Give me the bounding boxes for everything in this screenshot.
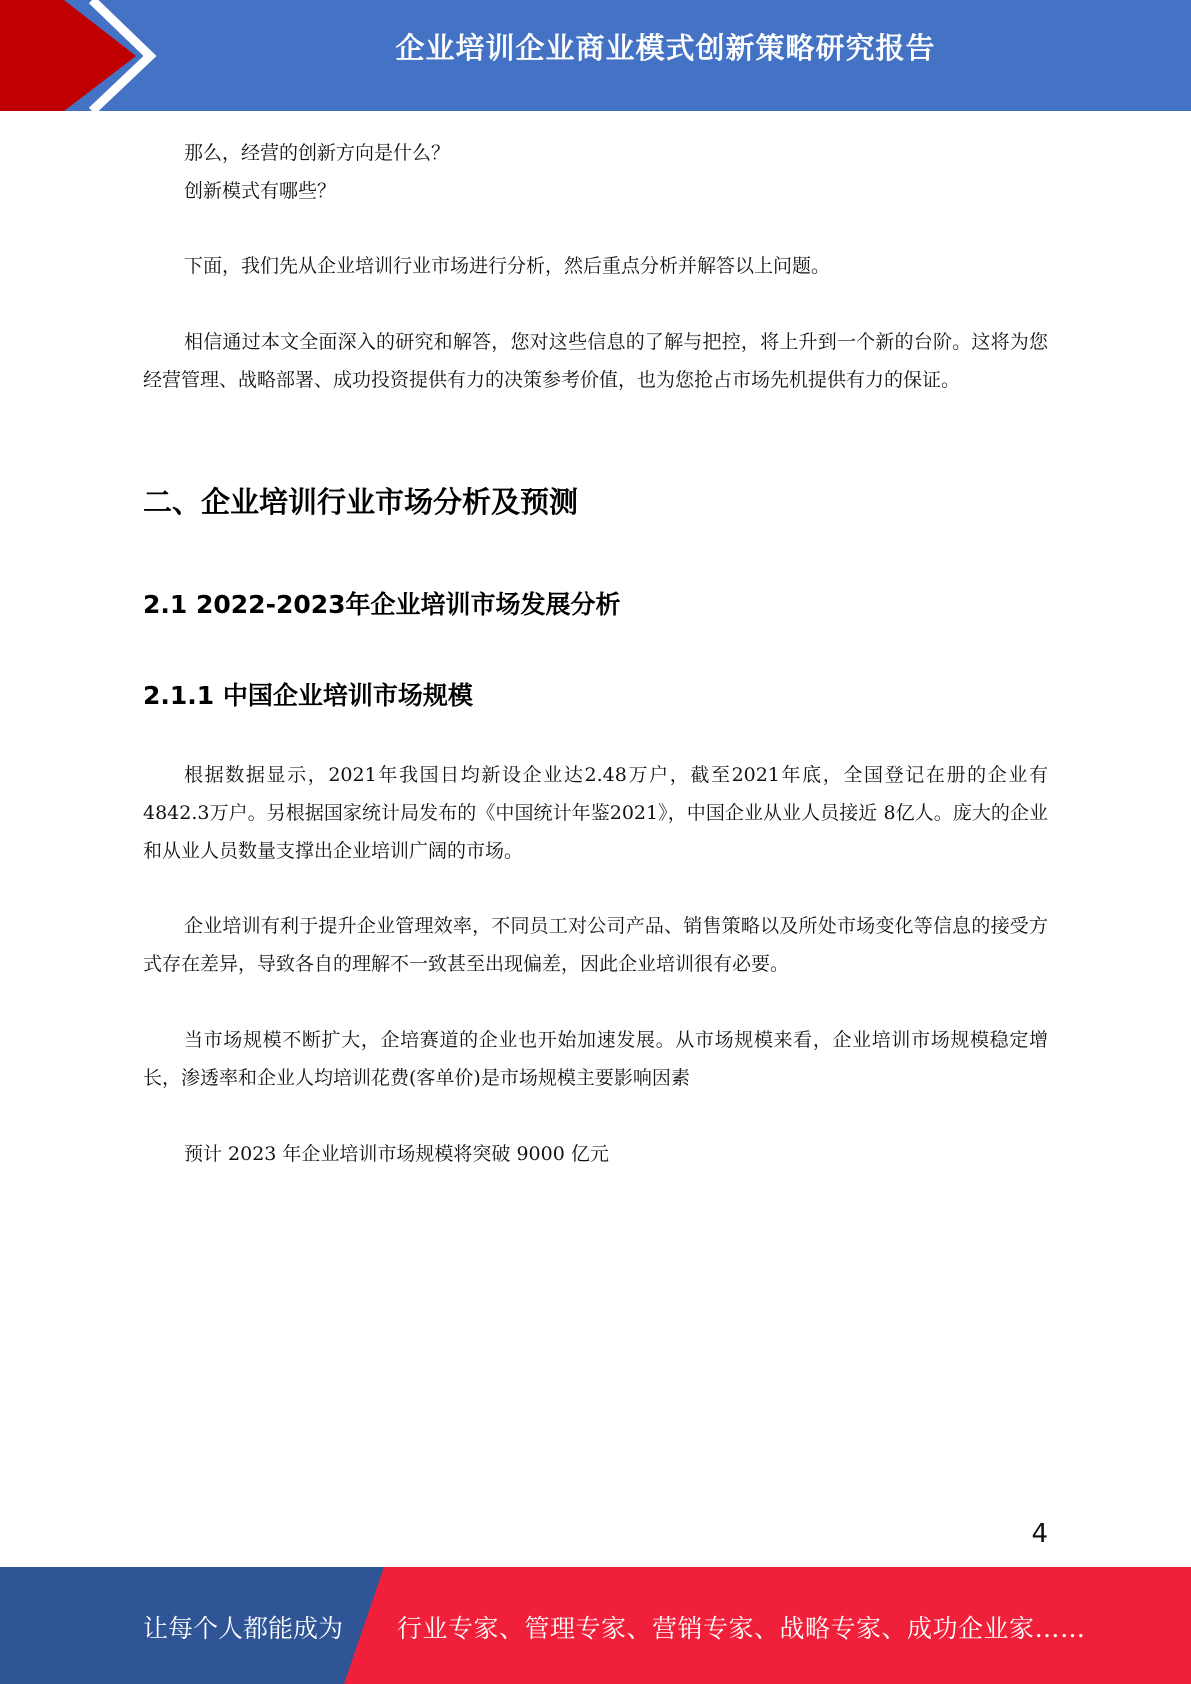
- footer-slogan-right: 行业专家、管理专家、营销专家、战略专家、成功企业家……: [397, 1614, 1086, 1643]
- intro-question-1: 那么，经营的创新方向是什么？: [184, 142, 451, 164]
- footer-slogan-left: 让每个人都能成为: [143, 1614, 344, 1643]
- section-2-1-1-heading: 2.1.1 中国企业培训市场规模: [143, 681, 473, 710]
- page-footer: [0, 1567, 1191, 1684]
- market-size-paragraph-1: 根据数据显示，2021年我国日均新设企业达2.48万户，截至2021年底，全国登记在册的企业有4842.3万户。另根据国家统计局发布的《中国统计年鉴2021》，中国企业从业人员接近 8亿人。庞大的企业和从业人员数量支撑出企业培训广阔的市场。: [143, 764, 1048, 862]
- page-number: 4: [1031, 1519, 1048, 1549]
- section-2-1-heading: 2.1 2022-2023年企业培训市场发展分析: [143, 590, 621, 619]
- market-size-forecast: 预计 2023 年企业培训市场规模将突破 9000 亿元: [184, 1143, 609, 1165]
- market-size-paragraph-2: 企业培训有利于提升企业管理效率，不同员工对公司产品、销售策略以及所处市场变化等信息的接受方式存在差异，导致各自的理解不一致甚至出现偏差，因此企业培训很有必要。: [143, 915, 1048, 975]
- intro-question-2: 创新模式有哪些？: [184, 180, 337, 202]
- market-size-paragraph-3: 当市场规模不断扩大，企培赛道的企业也开始加速发展。从市场规模来看，企业培训市场规模稳定增长，渗透率和企业人均培训花费(客单价)是市场规模主要影响因素: [143, 1029, 1048, 1089]
- intro-paragraph-1: 下面，我们先从企业培训行业市场进行分析，然后重点分析并解答以上问题。: [184, 255, 831, 277]
- page-header: [0, 0, 1191, 111]
- section-2-heading: 二、企业培训行业市场分析及预测: [143, 485, 579, 519]
- intro-paragraph-2: 相信通过本文全面深入的研究和解答，您对这些信息的了解与把控，将上升到一个新的台阶。这将为您经营管理、战略部署、成功投资提供有力的决策参考价值，也为您抢占市场先机提供有力的保证。: [143, 331, 1048, 391]
- report-title: 企业培训企业商业模式创新策略研究报告: [395, 31, 936, 65]
